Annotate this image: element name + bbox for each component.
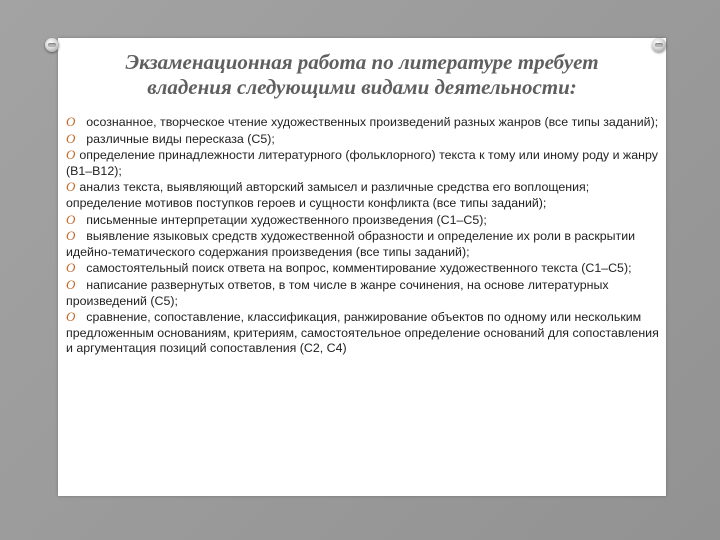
- list-item: [66, 179, 662, 211]
- list-item-text: различные виды пересказа (С5);: [79, 131, 275, 146]
- list-item-text: самостоятельный поиск ответа на вопрос, комментирование художественного текста (С1–С5);: [79, 261, 632, 276]
- list-item: [66, 277, 662, 309]
- list-item-text: письменные интерпретации художественного произведения (С1–С5);: [79, 212, 487, 227]
- bullet-icon: O: [66, 147, 76, 163]
- list-item-text: определение принадлежности литературного (фольклорного) текста к тому или иному роду и жанру (В1–В12);: [66, 148, 662, 178]
- list-item: [66, 147, 662, 179]
- list-item: [66, 114, 662, 131]
- bullet-icon: O: [66, 276, 76, 292]
- list-item-text: написание развернутых ответов, в том числе в жанре сочинения, на основе литературных произведений (С5);: [66, 277, 613, 308]
- bullet-icon: O: [66, 211, 76, 227]
- bullet-icon: O: [66, 130, 76, 146]
- bullet-icon: O: [66, 228, 76, 244]
- bullet-icon: O: [66, 114, 76, 129]
- title-line-2: владения следующими видами деятельности:: [147, 75, 577, 99]
- pushpin-icon: [45, 38, 59, 52]
- list-item: [66, 309, 662, 357]
- list-item-text: осознанное, творческое чтение художественных произведений разных жанров (все типы заданий);: [79, 115, 659, 129]
- list-item-text: выявление языковых средств художественной образности и определение их роли в раскрытии идейно-тематического содержания произведения (все типы заданий);: [66, 229, 639, 259]
- list-item: [66, 131, 662, 148]
- list-item: [66, 212, 662, 229]
- list-item-text: сравнение, сопоставление, классификация, ранжирование объектов по одному или нескольким предложенным основаниям, критериям, самостоятельное определение оснований для сопоставления и аргументация позиций сопоставления (С2, С4): [66, 310, 663, 356]
- activity-list: [66, 114, 662, 357]
- list-item-text: анализ текста, выявляющий авторский замысел и различные средства его воплощения; определение мотивов поступков героев и сущности конфликта (все типы заданий);: [66, 180, 593, 210]
- bullet-icon: O: [66, 260, 76, 276]
- bullet-icon: O: [66, 179, 76, 195]
- bullet-icon: O: [66, 309, 76, 325]
- title-line-1: Экзаменационная работа по литературе требует: [125, 50, 599, 74]
- slide-title: [58, 50, 666, 100]
- list-item: [66, 228, 662, 260]
- list-item: [66, 260, 662, 277]
